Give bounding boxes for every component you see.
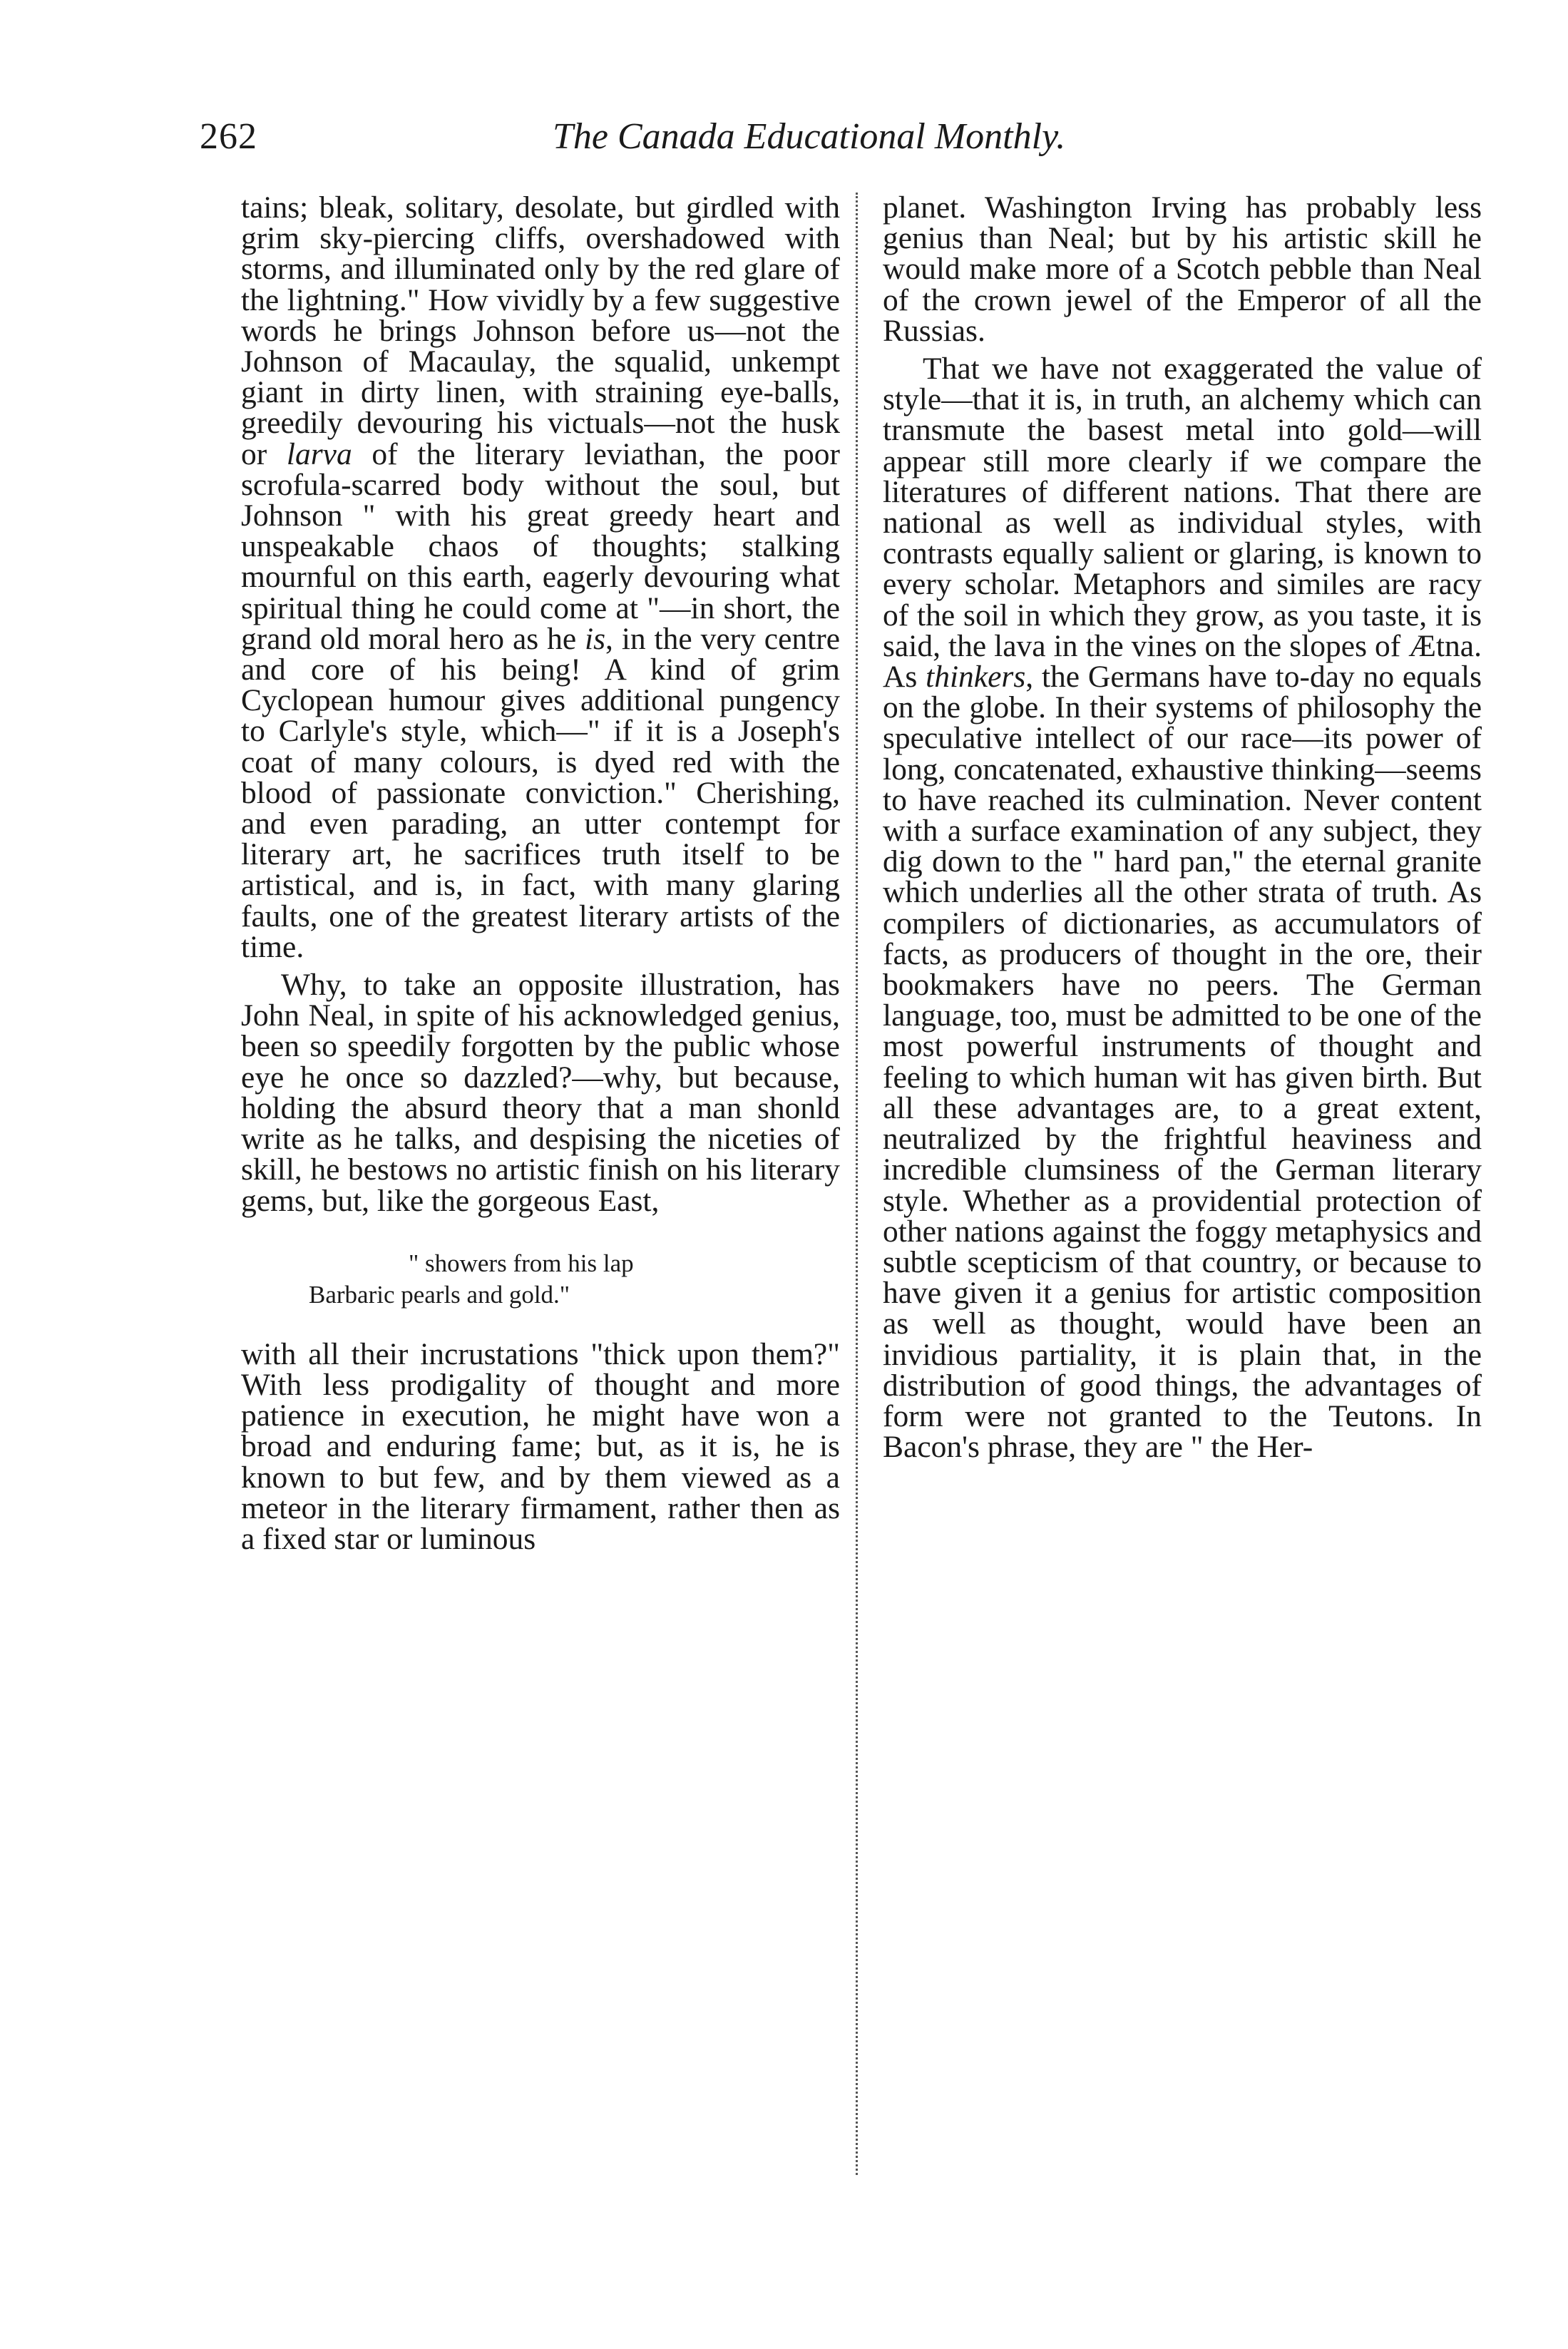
block-quote [241,1248,840,1311]
text-run: tains; bleak, solitary, desolate, but girdled with grim sky-piercing cliffs, overshadowed with storms, and illuminated only by the red glare of the lightning." How vividly by a few suggestive words he brings Johnson before us—not the Johnson of Macaulay, the squalid, unkempt giant in dirty linen, with straining eye-balls, greedily devouring his victuals—not the husk or [241,190,840,471]
quote-line: Barbaric pearls and gold." [309,1280,570,1309]
text-run: , in the very centre and core of his being! A kind of grim Cyclopean humour gives additional pungency to Carlyle's style, which—" if it is a Joseph's coat of many colours, is dyed red with the blood of passionate conviction." Cherishing, and even parading, an utter contempt for literary art, he sacrifices truth itself to be artistical, and is, in fact, with many glaring faults, one of the greatest literary artists of the time. [241,621,840,964]
paragraph: with all their incrustations "thick upon them?" With less prodigality of thought and more patience in execution, he might have won a broad and enduring fame; but, as it is, he is known to but few, and by them viewed as a meteor in the literary firmament, rather then as a fixed star or luminous [241,1336,840,1556]
paragraph: Why, to take an opposite illustration, has John Neal, in spite of his acknowledged genius, been so speedily forgotten by the public whose eye he once so dazzled?—why, but because, holding the absurd theory that a man shonld write as he talks, and despising the niceties of skill, he bestows no artistic finish on his literary gems, but, like the gorgeous East, [241,968,840,1218]
right-column [883,190,1482,1465]
page-number: 262 [200,116,257,157]
journal-title: The Canada Educational Monthly. [553,116,1066,157]
italic-term: is [585,621,606,656]
text-run: of the literary leviathan, the poor scrofula-scarred body without the soul, but Johnson " with his great greedy heart and unspeakable chaos of thoughts; stalking mournful on this earth, eagerly devouring what spiritual thing he could come at "—in short, the grand old moral hero as he [241,436,840,656]
italic-term: larva [286,436,352,471]
left-column [241,190,840,1556]
paragraph [241,190,840,964]
running-header [200,116,1369,165]
paragraph [883,354,1482,1463]
italic-term: thinkers [926,660,1026,695]
paragraph: planet. Washington Irving has probably less genius than Neal; but by his artistic skill he would make more of a Scotch pebble than Neal of the crown jewel of the Emperor of all the Russias. [883,190,1482,348]
text-run: That we have not exaggerated the value of style—that it is, in truth, an alchemy which can transmute the basest metal into gold—will appear still more clearly if we compare the literatures of different nations. That there are national as well as individual styles, with contrasts equally salient or glaring, is known to every scholar. Metaphors and similes are racy of the soil in which they grow, as you taste, it is said, the lava in the vines on the slopes of Ætna. As [883,352,1482,695]
quote-line: " showers from his lap [409,1249,634,1277]
text-run: , the Germans have to-day no equals on the globe. In their systems of philosophy the speculative intellect of our race—its power of long, concatenated, exhaustive thinking—seems to have reached its culmination. Never content with a surface examination of any subject, they dig down to the " hard pan," the eternal granite which underlies all the other strata of truth. As compilers of dictionaries, as accumulators of facts, as producers of thought in the ore, their bookmakers have no peers. The German language, too, must be admitted to be one of the most powerful instruments of thought and feeling to which human wit has given birth. But all these advantages are, to a great extent, neutralized by the frightful heaviness and incredible clumsiness of the German literary style. Whether as a providential protection of other nations against the foggy metaphysics and subtle scepticism of that country, or because to have given it a genius for artistic composition as well as thought, would have been an invidious partiality, it is plain that, in the distribution of good things, the advantages of form were not granted to the Teutons. In Bacon's phrase, they are " the Her- [883,660,1482,1465]
column-divider [856,193,858,2175]
